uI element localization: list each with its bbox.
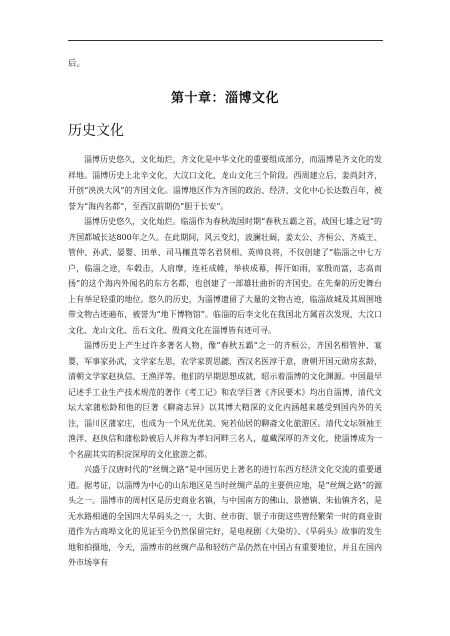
paragraph-1: 淄博历史悠久，文化灿烂，齐文化是中华文化的重要组成部分，而淄博是齐文化的发祥地。淄博历史上北辛文化，大汶口文化，龙山文化三个阶段。西周建立后，姜尚封齐，开创“泱泱大风”的齐国文化。淄博地区作为齐国的政治、经济、文化中心长达数百年，被誉为“海内名都”，至西汉前期仍“胆于长安”。 — [68, 155, 382, 211]
section-heading: 历史文化 — [68, 123, 124, 139]
header-rule — [68, 40, 383, 41]
paragraph-2: 淄博历史悠久，文化灿烂。临淄作为春秋战国时期“春秋五霸之首，战国七雄之冠”的齐国都城长达800年之久。在此期间，风云变幻，波澜壮阔，姜太公、齐桓公、齐威王、管仲、孙武、晏婴、田单、司马穰苴等名君贤相、英帅良将，不仅创建了“临淄之中七万户，临淄之途，车毂击，人肩摩，连衽成帷，举袂成幕，挥汗如雨，家殷而富，志高而扬”的这个海内外闻名的东方名都，也创建了一部雄壮曲折的齐国史。在先秦的历史舞台上有举足轻重的地位。悠久的历史，为淄博遗留了大量的文物古迹，临淄故城及其周围地带文物古迹遍布，被誉为“地下博物馆”。临淄的后李文化在我国北方属首次发现，大汶口文化、龙山文化、岳石文化、殷商文化在淄博皆有迹可寻。 — [68, 217, 382, 335]
chapter-title: 第十章：淄博文化 — [170, 91, 279, 106]
body-text — [68, 152, 382, 571]
paragraph-3: 淄博历史上产生过许多著名人物，像“春秋五霸”之一的齐桓公，齐国名相管仲、宴婴，军事家孙武，文学家左思，农学家贾思勰，西汉名医淳于意，唐朝开国元勋房玄龄，清朝文学家赵执信、王渔洋等。他们的早期思想成就，昭示着淄博的文化渊源。中国最早记述手工业生产技术规范的著作《考工记》和农学巨著《齐民要术》均出自淄博，清代文坛大家蒲松龄和他的巨著《聊斋志异》以其博大精深的文化内涵越来越受到国内外的关注，淄川区蒲家庄，也成为一个风光优美、宛若仙居的聊斋文化旅游区。清代文坛领袖王渔洋、赵执信和蒲松龄被后人并称为孝妇河畔三名人，蕴藏深厚的齐文化，使淄博成为一个名副其实的积淀深厚的文化旅游之都。 — [68, 341, 382, 459]
continuation-fragment: 后。 — [68, 59, 86, 69]
paragraph-4: 兴盛于汉唐时代的“丝绸之路”是中国历史上著名的进行东西方经济文化交流的重要通道。据考证，以淄博为中心的山东地区是当时丝绸产品的主要供应地，是“丝绸之路”的源头之一。淄博市的周村区是历史商业名镇，与中国南方的佛山、景德镇、朱仙镇齐名，是无水路相通的全国四大旱码头之一，大街、丝市街、银子市街这些曾经繁荣一时的商业街道作为古商埠文化的见证至今仍然保留完好，是电视剧《大染坊》、《旱码头》故事的发生地和拍摄地，今天，淄博市的丝绸产品和轻纺产品仍然在中国占有重要地位，并且在国内外市场享有 — [68, 465, 382, 567]
